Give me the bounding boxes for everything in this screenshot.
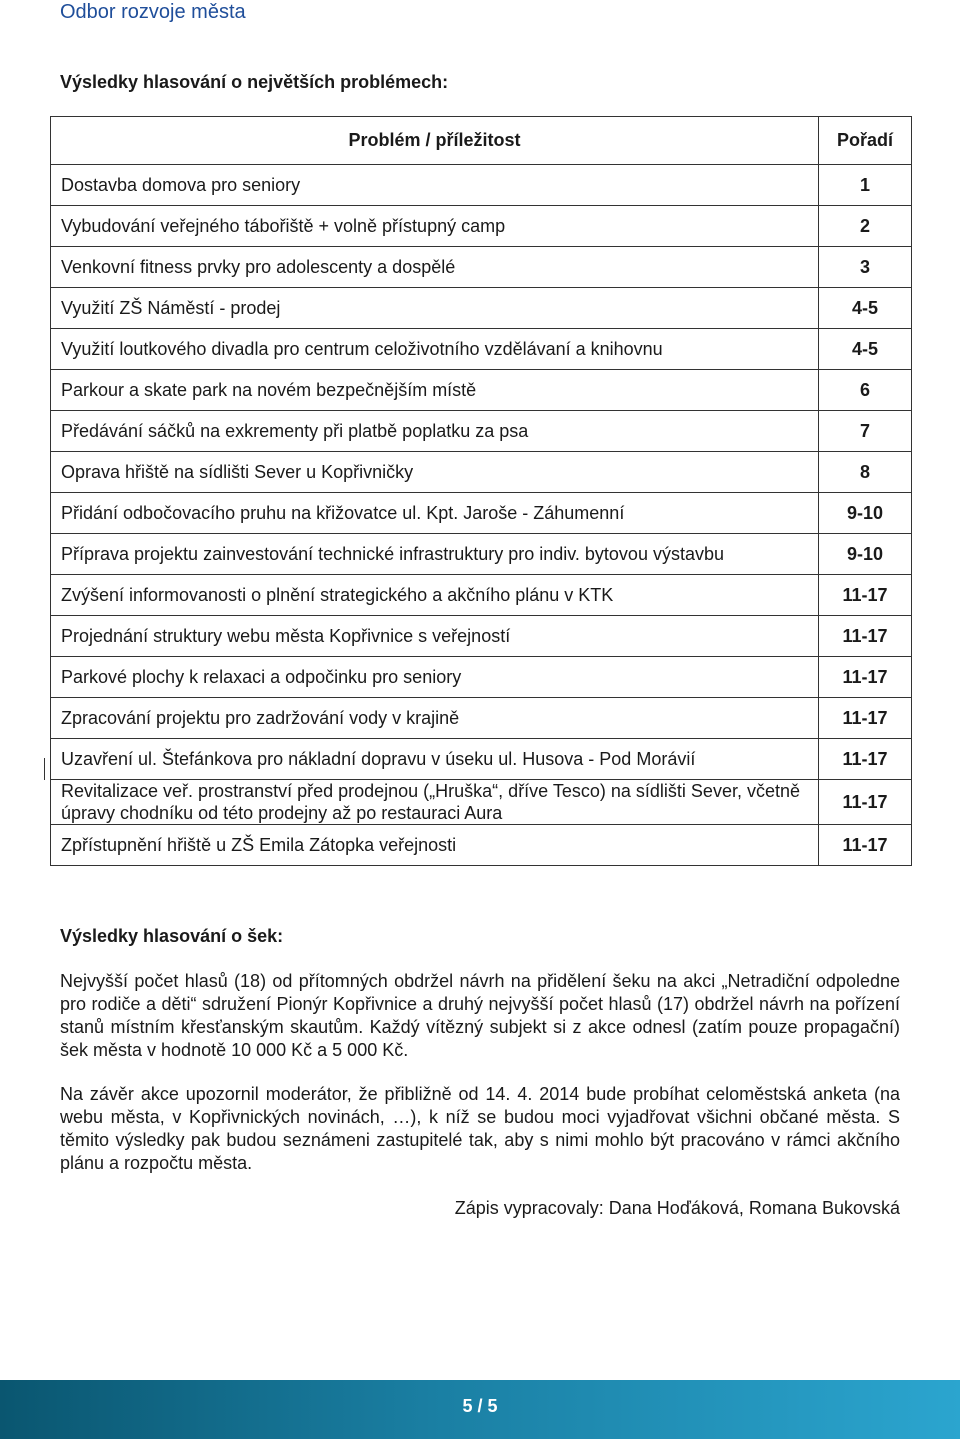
problem-cell: Venkovní fitness prvky pro adolescenty a dospělé	[51, 247, 819, 288]
table-row	[51, 780, 912, 825]
rank-cell: 9-10	[819, 493, 912, 534]
table-row	[51, 452, 912, 493]
column-header-rank: Pořadí	[819, 117, 912, 165]
table-row	[51, 329, 912, 370]
rank-cell: 6	[819, 370, 912, 411]
rank-cell: 7	[819, 411, 912, 452]
problem-cell: Zpracování projektu pro zadržování vody v krajině	[51, 698, 819, 739]
table-row	[51, 493, 912, 534]
problem-cell: Zvýšení informovanosti o plnění strategického a akčního plánu v KTK	[51, 575, 819, 616]
problem-cell: Uzavření ul. Štefánkova pro nákladní dopravu v úseku ul. Husova - Pod Morávií	[51, 739, 819, 780]
problem-cell: Projednání struktury webu města Kopřivnice s veřejností	[51, 616, 819, 657]
problem-cell: Využití ZŠ Náměstí - prodej	[51, 288, 819, 329]
problem-cell: Revitalizace veř. prostranství před prodejnou („Hruška“, dříve Tesco) na sídlišti Sever, včetně úpravy chodníku od této prodejny až po restauraci Aura	[51, 780, 819, 825]
rank-cell: 4-5	[819, 288, 912, 329]
problems-table	[50, 116, 912, 866]
problem-cell: Dostavba domova pro seniory	[51, 165, 819, 206]
table-row	[51, 698, 912, 739]
rank-cell: 2	[819, 206, 912, 247]
problems-heading: Výsledky hlasování o největších problémech:	[60, 72, 449, 92]
problem-cell: Předávání sáčků na exkrementy při platbě poplatku za psa	[51, 411, 819, 452]
problem-cell: Příprava projektu zainvestování technické infrastruktury pro indiv. bytovou výstavbu	[51, 534, 819, 575]
check-paragraph-1: Nejvyšší počet hlasů (18) od přítomných obdržel návrh na přidělení šeku na akci „Netradiční odpoledne pro rodiče a děti“ sdružení Pionýr Kopřivnice a druhý nejvyšší počet hlasů (17) obdržel návrh na pořízení stanů místním křesťanským skautům. Každý vítězný subjekt si z akce odnesl (zatím pouze propagační) šek města v hodnotě 10 000 Kč a 5 000 Kč.	[60, 971, 900, 1060]
table-row	[51, 370, 912, 411]
rank-cell: 11-17	[819, 825, 912, 866]
problem-cell: Parkour a skate park na novém bezpečnějším místě	[51, 370, 819, 411]
rank-cell: 11-17	[819, 739, 912, 780]
table-row	[51, 616, 912, 657]
table-row	[51, 411, 912, 452]
table-row	[51, 288, 912, 329]
rank-cell: 11-17	[819, 575, 912, 616]
problem-cell: Parkové plochy k relaxaci a odpočinku pro seniory	[51, 657, 819, 698]
problem-cell: Využití loutkového divadla pro centrum celoživotního vzdělávaní a knihovnu	[51, 329, 819, 370]
rank-cell: 11-17	[819, 780, 912, 825]
rank-cell: 3	[819, 247, 912, 288]
check-paragraph-2: Na závěr akce upozornil moderátor, že přibližně od 14. 4. 2014 bude probíhat celoměstská anketa (na webu města, v Kopřivnických novinách, …), k níž se budou moci vyjadřovat všichni občané města. S těmito výsledky pak budou seznámeni zastupitelé tak, aby s nimi mohlo být pracováno v rámci akčního plánu a rozpočtu města.	[60, 1084, 900, 1173]
problem-cell: Přidání odbočovacího pruhu na křižovatce ul. Kpt. Jaroše - Záhumenní	[51, 493, 819, 534]
table-row	[51, 165, 912, 206]
revision-change-bar	[44, 758, 45, 780]
column-header-problem: Problém / příležitost	[51, 117, 819, 165]
rank-cell: 11-17	[819, 657, 912, 698]
page-number: 5 / 5	[462, 1396, 498, 1416]
signature-line: Zápis vypracovaly: Dana Hoďáková, Romana Bukovská	[454, 1198, 900, 1218]
problem-cell: Zpřístupnění hřiště u ZŠ Emila Zátopka veřejnosti	[51, 825, 819, 866]
problem-cell: Oprava hřiště na sídlišti Sever u Kopřivničky	[51, 452, 819, 493]
page-header-title: Odbor rozvoje města	[60, 1, 246, 23]
table-row	[51, 206, 912, 247]
table-row	[51, 575, 912, 616]
table-row	[51, 657, 912, 698]
table-row	[51, 247, 912, 288]
rank-cell: 4-5	[819, 329, 912, 370]
rank-cell: 9-10	[819, 534, 912, 575]
problem-cell: Vybudování veřejného tábořiště + volně přístupný camp	[51, 206, 819, 247]
table-row	[51, 534, 912, 575]
table-row	[51, 825, 912, 866]
table-header-row	[51, 117, 912, 165]
rank-cell: 11-17	[819, 616, 912, 657]
check-heading: Výsledky hlasování o šek:	[60, 926, 284, 946]
rank-cell: 1	[819, 165, 912, 206]
rank-cell: 11-17	[819, 698, 912, 739]
table-row	[51, 739, 912, 780]
rank-cell: 8	[819, 452, 912, 493]
